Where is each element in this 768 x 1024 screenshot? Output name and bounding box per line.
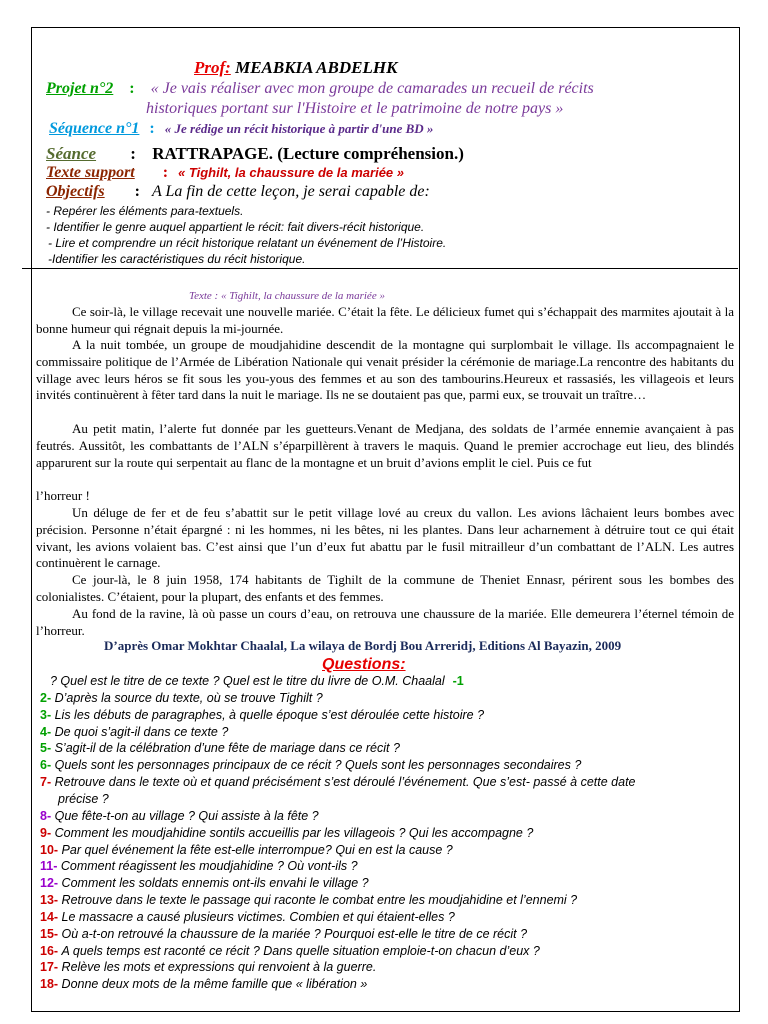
question-number: 18- xyxy=(40,977,62,992)
question-item xyxy=(40,944,540,958)
question-item xyxy=(50,674,464,688)
texte-sep: : xyxy=(162,164,169,181)
text-title: Texte : « Tighilt, la chaussure de la mariée » xyxy=(189,290,385,302)
question-number: 15- xyxy=(40,926,62,941)
objectifs-line xyxy=(46,183,430,201)
prof-name: MEABKIA ABDELHK xyxy=(235,58,398,77)
paragraph-6: Au fond de la ravine, là où passe un cours d’eau, on retrouva une chaussure de la mariée. Elle demeurera l’éternel témoin de l’horreur. xyxy=(36,606,734,638)
question-text: Retrouve dans le texte le passage qui raconte le combat entre les moudjahidine et l’ennemi ? xyxy=(61,893,578,908)
projet-sep: : xyxy=(129,80,135,97)
question-number: 17- xyxy=(40,960,62,975)
question-item xyxy=(40,691,323,705)
question-number: 6- xyxy=(40,758,55,773)
question-text: Que fête-t-on au village ? Qui assiste à la fête ? xyxy=(54,808,319,823)
question-item xyxy=(40,927,527,941)
question-number: 14- xyxy=(40,909,62,924)
projet-line xyxy=(46,80,594,98)
seance-sep: : xyxy=(130,144,136,163)
question-text: Par quel événement la fête est-elle interrompue? Qui en est la cause ? xyxy=(61,842,453,857)
sequence-sep: : xyxy=(149,120,155,137)
question-item xyxy=(40,775,636,789)
question-item xyxy=(40,859,358,873)
objectifs-label: Objectifs xyxy=(46,183,105,200)
question-item xyxy=(40,741,400,755)
seance-line xyxy=(46,144,464,164)
question-text: De quoi s’agit-il dans ce texte ? xyxy=(54,724,229,739)
objective-item: - Identifier le genre auquel appartient le récit: fait divers-récit historique. xyxy=(46,220,425,234)
prof-label: Prof: xyxy=(194,58,231,77)
paragraph-5: Ce jour-là, le 8 juin 1958, 174 habitants de Tighilt de la commune de Theniet Ennasr, périrent sous les bombes des colonialistes. C’étaient, pour la plupart, des enfants et des femmes. xyxy=(36,572,734,604)
texte-text: « Tighilt, la chaussure de la mariée » xyxy=(178,165,404,180)
question-text: Comment les soldats ennemis ont-ils envahi le village ? xyxy=(61,876,369,891)
question-text: Retrouve dans le texte où et quand précisément s’est déroulé l’événement. Que s’est- passé à cette date xyxy=(54,775,636,790)
projet-label: Projet n°2 xyxy=(46,80,114,97)
projet-text-2: historiques portant sur l'Histoire et le patrimoine de notre pays » xyxy=(146,100,564,117)
paragraph-4: Un déluge de fer et de feu s’abattit sur le petit village lové au creux du vallon. Les avions lâchaient leurs bombes avec précision. Personne n’était épargné : ni les hommes, ni les bêtes, ni les plantes. Dans leur acharnement à détruire tout ce qui était vivant, les avions volaient bas. C’est ainsi que l’un d’eux fut abattu par le fusil mitrailleur d’un combattant de l’ALN. Les autres continuèrent le carnage. xyxy=(36,505,734,571)
question-text: Le massacre a causé plusieurs victimes. Combien et qui étaient-elles ? xyxy=(61,909,455,924)
question-number: 12- xyxy=(40,876,62,891)
question-item xyxy=(40,893,577,907)
question-number: 16- xyxy=(40,943,62,958)
question-item xyxy=(40,758,581,772)
question-number: 8- xyxy=(40,808,55,823)
sequence-text: « Je rédige un récit historique à partir d'une BD » xyxy=(164,121,434,136)
question-text: Où a-t-on retrouvé la chaussure de la mariée ? Pourquoi est-elle le titre de ce récit ? xyxy=(61,926,528,941)
paragraph-3-end: l’horreur ! xyxy=(36,488,90,503)
question-item xyxy=(40,826,533,840)
questions-title: Questions: xyxy=(322,656,406,673)
question-text: ? Quel est le titre de ce texte ? Quel est le titre du livre de O.M. Chaalal xyxy=(50,674,445,688)
question-item xyxy=(40,977,367,991)
texte-line xyxy=(46,164,404,182)
objective-item: -Identifier les caractéristiques du récit historique. xyxy=(48,252,306,266)
question-number: 4- xyxy=(40,724,55,739)
objective-item: - Lire et comprendre un récit historique relatant un événement de l’Histoire. xyxy=(48,236,447,250)
question-text: D’après la source du texte, où se trouve Tighilt ? xyxy=(54,690,323,705)
texte-label: Texte support xyxy=(46,164,135,181)
question-item xyxy=(40,725,228,739)
question-number: 2- xyxy=(40,690,55,705)
sequence-label: Séquence n°1 xyxy=(49,120,140,137)
objective-item: - Repérer les éléments para-textuels. xyxy=(46,204,244,218)
question-text: S’agit-il de la célébration d’une fête de mariage dans ce récit ? xyxy=(54,741,400,756)
prof-line xyxy=(194,58,397,78)
objectifs-sep: : xyxy=(134,183,140,200)
question-text: Lis les débuts de paragraphes, à quelle époque s’est déroulée cette histoire ? xyxy=(54,707,485,722)
projet-text-1: « Je vais réaliser avec mon groupe de camarades un recueil de récits xyxy=(150,80,594,97)
seance-text: RATTRAPAGE. (Lecture compréhension.) xyxy=(152,144,464,163)
question-number: -1 xyxy=(452,674,464,688)
question-text: Relève les mots et expressions qui renvoient à la guerre. xyxy=(61,960,377,975)
paragraph-1: Ce soir-là, le village recevait une nouvelle mariée. C’était la fête. Le délicieux fumet qui s’échappait des marmites ajoutait à la bonne humeur qui régnait depuis la mi-journée. xyxy=(36,304,734,336)
question-item xyxy=(40,809,319,823)
question-text: A quels temps est raconté ce récit ? Dans quelle situation emploie-t-on chacun d’eux ? xyxy=(61,943,540,958)
question-item xyxy=(40,910,455,924)
question-item xyxy=(40,843,453,857)
question-number: 9- xyxy=(40,825,55,840)
question-text: Donne deux mots de la même famille que « libération » xyxy=(61,977,368,992)
question-item xyxy=(40,876,369,890)
question-item xyxy=(40,960,376,974)
question-number: 5- xyxy=(40,741,55,756)
seance-label: Séance xyxy=(46,144,97,163)
question-text: Quels sont les personnages principaux de ce récit ? Quels sont les personnages secondaires ? xyxy=(54,758,582,773)
sequence-line xyxy=(49,120,433,138)
header-divider xyxy=(22,268,738,269)
question-text: Comment réagissent les moudjahidine ? Où vont-ils ? xyxy=(60,859,358,874)
objectifs-text: A La fin de cette leçon, je serai capable de: xyxy=(151,183,430,200)
question-number: 13- xyxy=(40,893,62,908)
paragraph-2: A la nuit tombée, un groupe de moudjahidine descendit de la montagne qui surplombait le village. Ils accompagnaient le commissaire politique de l’Armée de Libération Nationale qui venait présider la cérémonie de mariage.La rencontre des habitants du village avec leurs héros se fit sous les you-yous des femmes et au son des tambourins.Heureux et rassasiés, les villageois et leurs invités continuèrent à fêter tard dans la nuit le mariage. Ils ne se doutaient pas que, parmi eux, se trouvait un traître… xyxy=(36,337,734,403)
question-number: 3- xyxy=(40,707,55,722)
question-item xyxy=(40,708,484,722)
question-number: 11- xyxy=(40,859,61,874)
question-number: 10- xyxy=(40,842,62,857)
paragraph-3: Au petit matin, l’alerte fut donnée par les guetteurs.Venant de Medjana, des soldats de l’armée ennemie avançaient à pas feutrés. Aussitôt, les combattants de l’ALN s’éparpillèrent à travers le maquis. Quand le premier accrochage eut lieu, des blindés apparurent sur la route qui serpentait au flanc de la montagne et un bruit d’avions emplit le ciel. Puis ce fut xyxy=(36,421,734,470)
source-line: D’après Omar Mokhtar Chaalal, La wilaya de Bordj Bou Arreridj, Editions Al Bayazin, 2009 xyxy=(104,638,622,653)
question-number: 7- xyxy=(40,775,55,790)
question-text: Comment les moudjahidine sontils accueillis par les villageois ? Qui les accompagne ? xyxy=(54,825,534,840)
question-continuation: précise ? xyxy=(58,791,109,806)
